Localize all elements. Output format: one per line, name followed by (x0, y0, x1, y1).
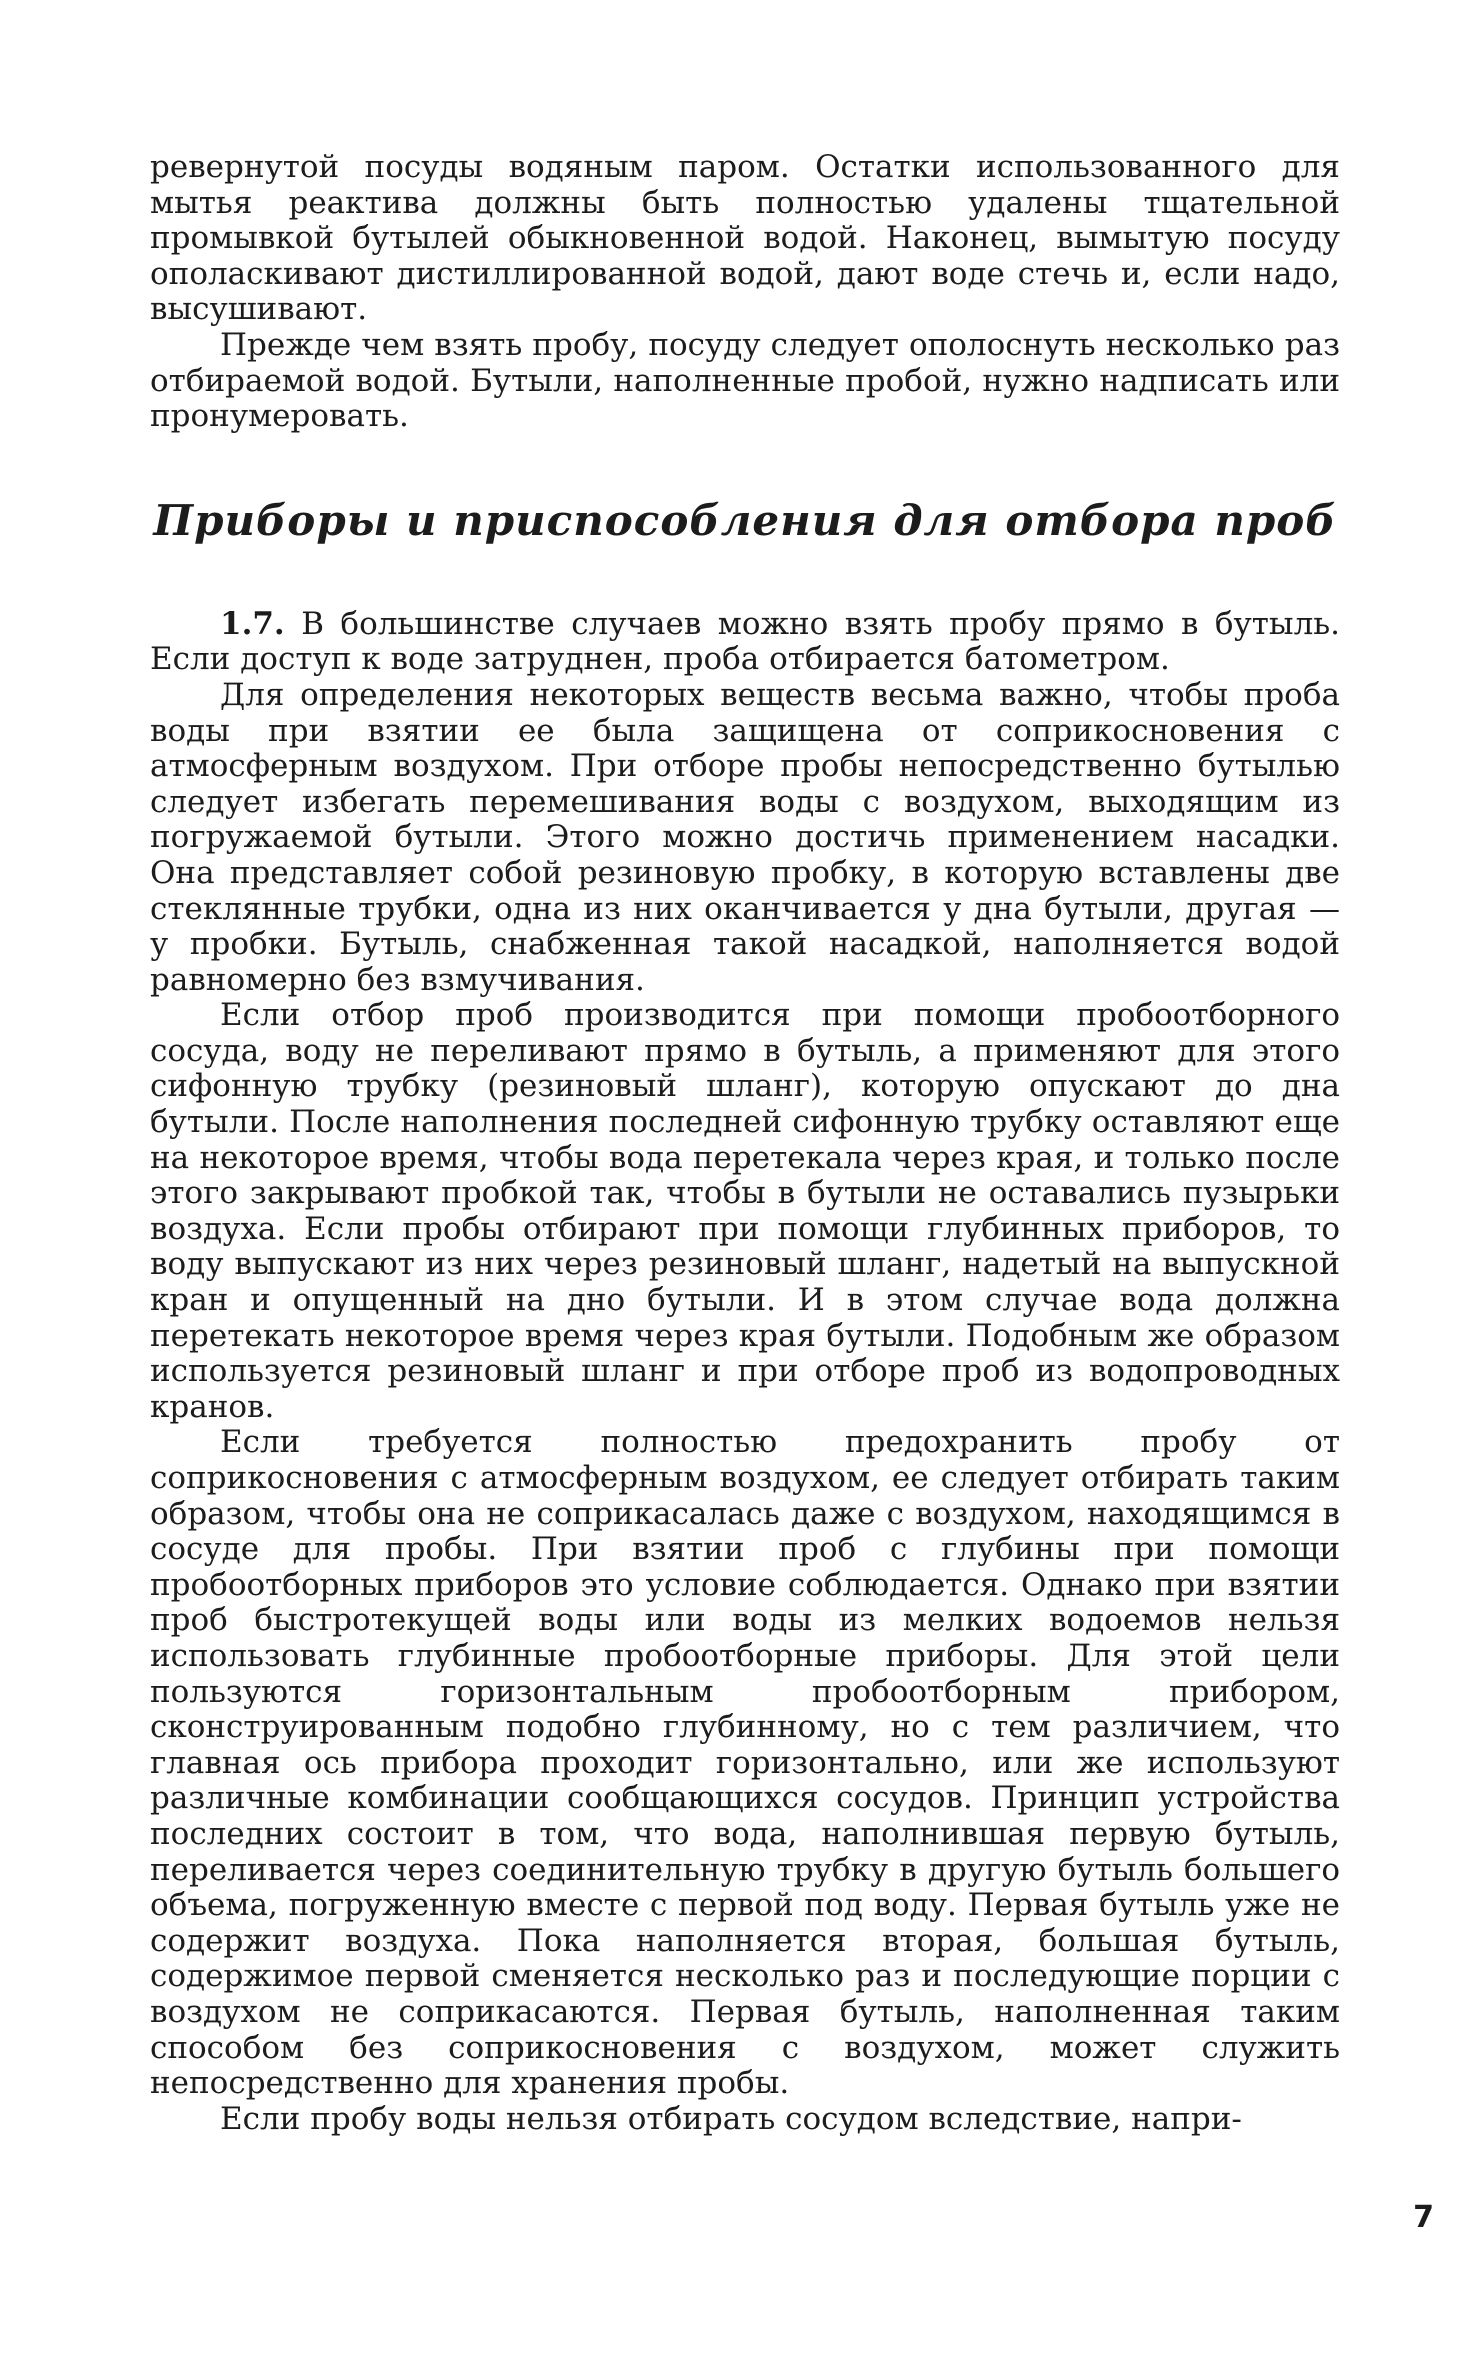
section-heading: Приборы и приспособления для отбора проб (153, 495, 1337, 545)
paragraph-section-1-7 (150, 607, 1340, 678)
page-number: 7 (1413, 2200, 1434, 2235)
paragraph-nozzle: Для определения некоторых веществ весьма важно, чтобы проба воды при взятии ее была защищена от соприкосновения с атмосферным воздухом. При отборе пробы непосредственно бутылью следует избегать перемешивания воды с воздухом, выходящим из погружаемой бутыли. Этого можно достичь применением насадки. Она представляет собой резиновую пробку, в которую вставлены две стеклянные трубки, одна из них оканчивается у дна бутыли, другая — у пробки. Бутыль, снабженная такой насадкой, наполняется водой равномерно без взмучивания. (150, 676, 1340, 998)
section-number: 1.7. (220, 605, 285, 642)
paragraph-rinse: Прежде чем взять пробу, посуду следует ополоснуть несколько раз отбираемой водой. Бутыли, наполненные пробой, нужно надписать или пронумеровать. (150, 326, 1340, 435)
paragraph-isolation: Если требуется полностью предохранить пробу от соприкосновения с атмосферным воздухом, ее следует отбирать таким образом, чтобы она не соприкасалась даже с воздухом, находящимся в сосуде для пробы. При взятии проб с глубины при помощи пробоотборных приборов это условие соблюдается. Однако при взятии проб быстротекущей воды или воды из мелких водоемов нельзя использовать глубинные пробоотборные приборы. Для этой цели пользуются горизонтальным пробоотборным прибором, сконструированным подобно глубинному, но с тем различием, что главная ось прибора проходит горизонтально, или же используют различные комбинации сообщающихся сосудов. Принцип устройства последних состоит в том, что вода, наполнившая первую бутыль, переливается через соединительную трубку в другую бутыль большего объема, погруженную вместе с первой под воду. Первая бутыль уже не содержит воздуха. Пока наполняется вторая, большая бутыль, содержимое первой сменяется несколько раз и последующие порции с воздухом не соприкасаются. Первая бутыль, наполненная таким способом без соприкосновения с воздухом, может служить непосредственно для хранения пробы. (150, 1424, 1340, 2102)
paragraph-siphon: Если отбор проб производится при помощи пробоотборного сосуда, воду не переливают прямо в бутыль, а применяют для этого сифонную трубку (резиновый шланг), которую опускают до дна бутыли. После наполнения последней сифонную трубку оставляют еще на некоторое время, чтобы вода перетекала через края, и только после этого закрывают пробкой так, чтобы в бутыли не оставались пузырьки воздуха. Если пробы отбирают при помощи глубинных приборов, то воду выпускают из них через резиновый шланг, надетый на выпускной кран и опущенный на дно бутыли. И в этом случае вода должна перетекать некоторое время через края бутыли. Подобным же образом используется резиновый шланг и при отборе проб из водопроводных кранов. (150, 997, 1340, 1425)
paragraph-last: Если пробу воды нельзя отбирать сосудом вследствие, напри- (220, 2100, 1242, 2137)
paragraph-continued: ревернутой посуды водяным паром. Остатки использованного для мытья реактива должны быть полностью удалены тщательной промывкой бутылей обыкновенной водой. Наконец, вымытую посуду ополаскивают дистиллированной водой, дают воде стечь и, если надо, высушивают. (150, 149, 1340, 328)
paragraph-section-1-7-text: В большинстве случаев можно взять пробу прямо в бутыль. Если доступ к воде затруднен, проба отбирается батометром. (150, 605, 1340, 678)
document-page (150, 150, 1340, 2230)
